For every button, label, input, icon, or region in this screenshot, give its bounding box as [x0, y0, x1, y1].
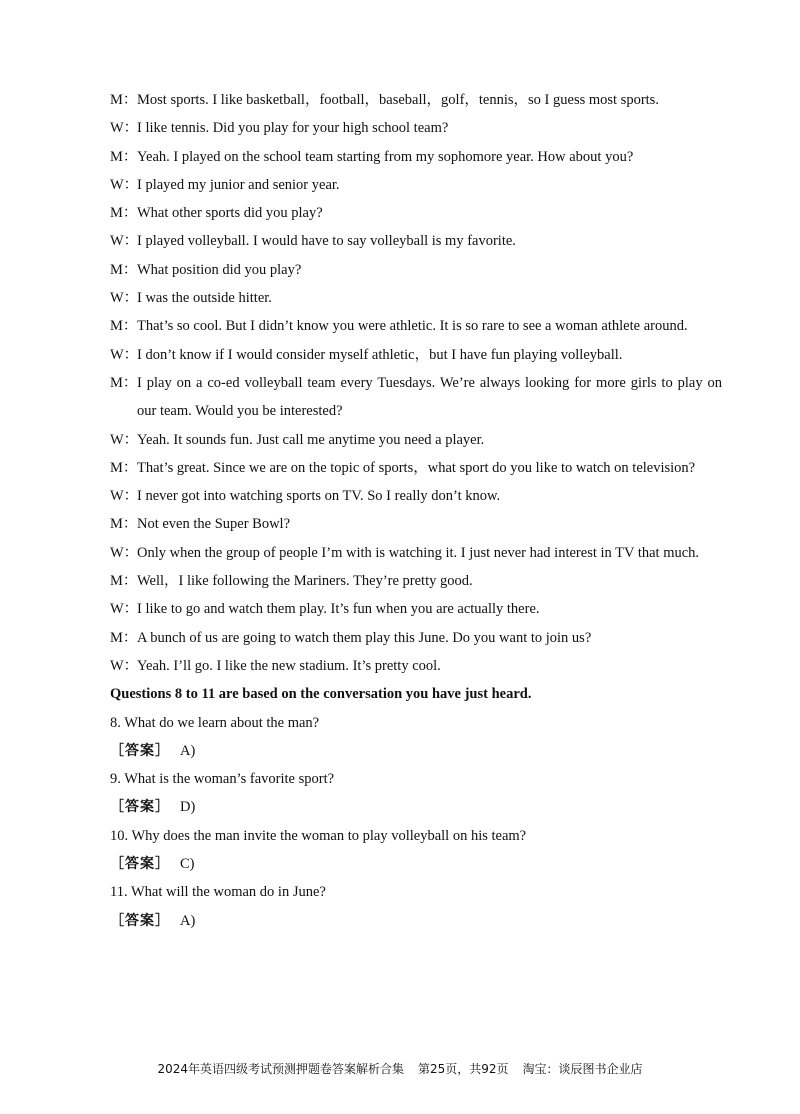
- dialogue-line: [110, 624, 722, 652]
- answer-tag: ［答案］: [110, 742, 170, 759]
- utterance-text: I don’t know if I would consider myself athletic，but I have fun playing volleyball.: [137, 346, 623, 363]
- utterance-text: Only when the group of people I’m with is watching it. I just never had interest in TV that much.: [137, 544, 700, 561]
- utterance-text: That’s so cool. But I didn’t know you were athletic. It is so rare to see a woman athlete around.: [137, 318, 688, 335]
- dialogue-line: [110, 369, 722, 426]
- utterance-text: I never got into watching sports on TV. So I really don’t know.: [137, 488, 501, 505]
- dialogue-line: [110, 256, 722, 284]
- question-text: 9. What is the woman’s favorite sport?: [110, 771, 335, 788]
- answer-tag: ［答案］: [110, 799, 170, 816]
- speaker-label: W：: [110, 601, 139, 618]
- dialogue-line: [110, 284, 722, 312]
- dialogue-line: [110, 539, 722, 567]
- footer-page-info: 第25页，共92页: [417, 1062, 509, 1076]
- dialogue-line: [110, 199, 722, 227]
- dialogue-line: [110, 312, 722, 340]
- dialogue-line: [110, 86, 722, 114]
- question-text: 10. Why does the man invite the woman to play volleyball on his team?: [110, 827, 527, 844]
- utterance-text: I was the outside hitter.: [137, 290, 272, 307]
- utterance-text: I like tennis. Did you play for your high school team?: [137, 120, 449, 137]
- utterance-text: I like to go and watch them play. It’s fun when you are actually there.: [137, 601, 540, 618]
- utterance-text: Not even the Super Bowl?: [137, 516, 291, 533]
- dialogue-line: [110, 114, 722, 142]
- dialogue-line: [110, 482, 722, 510]
- speaker-label: M：: [110, 92, 138, 108]
- utterance-text: I played my junior and senior year.: [137, 176, 340, 193]
- dialogue-line: [110, 171, 722, 199]
- utterance-text: That’s great. Since we are on the topic of sports，what sport do you like to watch on television?: [137, 459, 696, 476]
- speaker-label: W：: [110, 431, 139, 448]
- question-text: 8. What do we learn about the man?: [110, 714, 320, 731]
- answer-value: A): [180, 912, 196, 929]
- speaker-label: M：: [110, 573, 138, 590]
- speaker-label: M：: [110, 459, 138, 476]
- dialogue-line: [110, 652, 722, 680]
- speaker-label: M：: [110, 374, 138, 391]
- dialogue-line: [110, 510, 722, 538]
- utterance-text: What other sports did you play?: [137, 205, 323, 222]
- utterance-text: Well，I like following the Mariners. They’re pretty good.: [137, 573, 473, 590]
- dialogue-line: [110, 143, 722, 171]
- dialogue-line: [110, 567, 722, 595]
- speaker-label: W：: [110, 544, 139, 561]
- speaker-label: W：: [110, 120, 139, 137]
- utterance-text: Yeah. I played on the school team starting from my sophomore year. How about you?: [137, 148, 634, 165]
- footer-shop: 淘宝：谈辰图书企业店: [522, 1062, 643, 1076]
- speaker-label: M：: [110, 629, 138, 646]
- answer-tag: ［答案］: [110, 856, 170, 873]
- utterance-text: I play on a co-ed volleyball team every Tuesdays. We’re always looking for more girls to play on our team. Would you be interested?: [137, 374, 722, 420]
- answer-value: A): [180, 742, 196, 759]
- speaker-label: W：: [110, 233, 139, 250]
- section-heading: Questions 8 to 11 are based on the conversation you have just heard.: [110, 686, 532, 703]
- speaker-label: W：: [110, 657, 139, 674]
- speaker-label: W：: [110, 176, 139, 193]
- speaker-label: W：: [110, 290, 139, 307]
- page-content: [110, 86, 722, 935]
- answer-line: [110, 737, 722, 765]
- speaker-label: M：: [110, 148, 138, 165]
- dialogue-line: [110, 341, 722, 369]
- answer-line: [110, 793, 722, 821]
- utterance-text: Yeah. It sounds fun. Just call me anytime you need a player.: [137, 431, 485, 448]
- answer-line: [110, 907, 722, 935]
- answer-line: [110, 850, 722, 878]
- dialogue-line: [110, 426, 722, 454]
- utterance-text: A bunch of us are going to watch them play this June. Do you want to join us?: [137, 629, 592, 646]
- utterance-text: What position did you play?: [137, 261, 302, 278]
- answer-value: C): [180, 856, 195, 873]
- speaker-label: W：: [110, 488, 139, 505]
- answer-tag: ［答案］: [110, 912, 170, 929]
- speaker-label: W：: [110, 346, 139, 363]
- page-footer: [0, 1060, 800, 1077]
- footer-collection-title: 2024年英语四级考试预测押题卷答案解析合集: [157, 1062, 404, 1076]
- utterance-text: I played volleyball. I would have to say volleyball is my favorite.: [137, 233, 516, 250]
- speaker-label: M：: [110, 318, 138, 335]
- dialogue-line: [110, 227, 722, 255]
- question-text: 11. What will the woman do in June?: [110, 884, 326, 901]
- speaker-label: M：: [110, 205, 138, 222]
- answer-value: D): [180, 799, 196, 816]
- utterance-text: Most sports. I like basketball，football，baseball，golf，tennis，so I guess most sports.: [137, 92, 659, 108]
- dialogue-line: [110, 595, 722, 623]
- dialogue-line: [110, 454, 722, 482]
- speaker-label: M：: [110, 516, 138, 533]
- utterance-text: Yeah. I’ll go. I like the new stadium. It’s pretty cool.: [137, 657, 441, 674]
- speaker-label: M：: [110, 261, 138, 278]
